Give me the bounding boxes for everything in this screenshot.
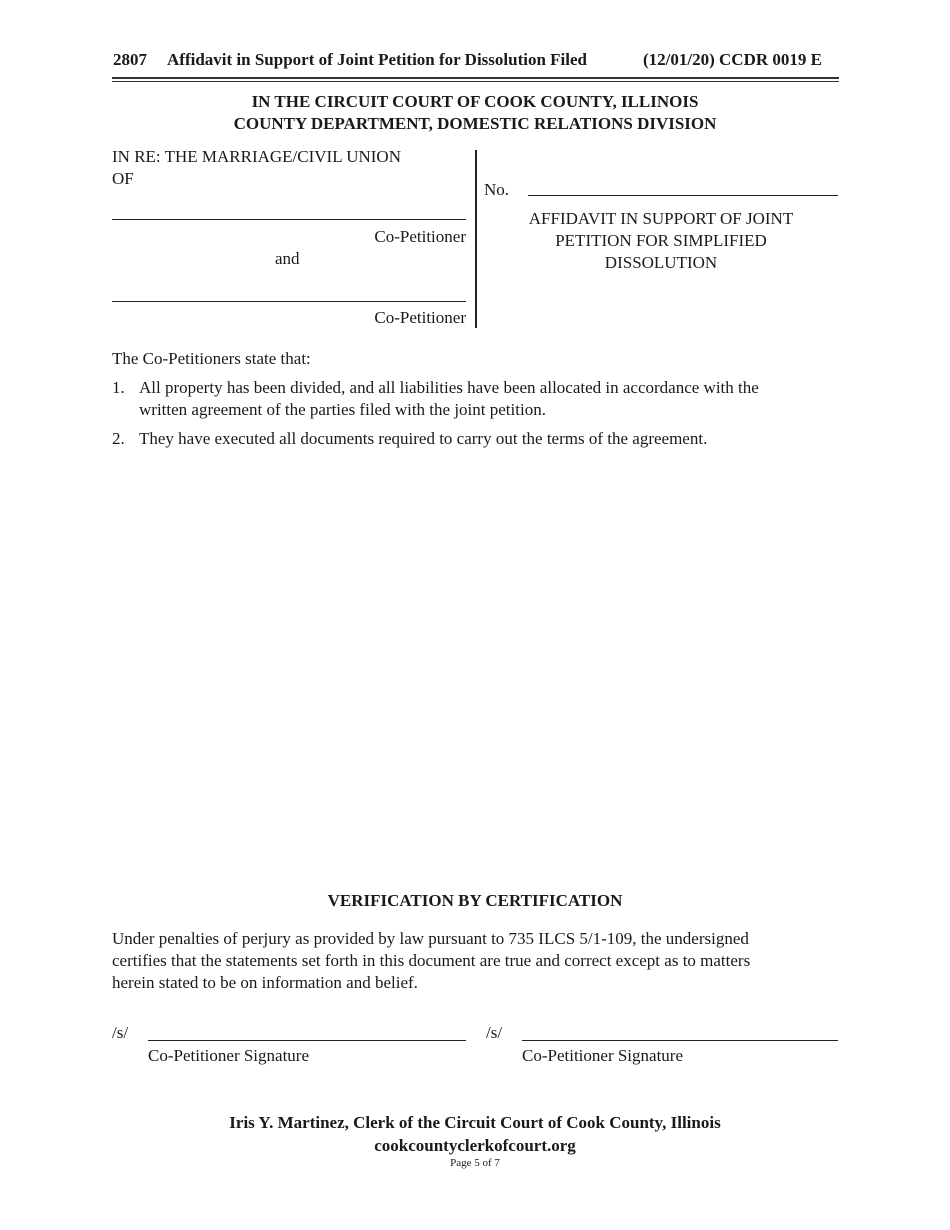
signature-2-line[interactable]	[522, 1040, 838, 1041]
verification-line-1: Under penalties of perjury as provided by law pursuant to 735 ILCS 5/1-109, the undersigned	[112, 929, 749, 948]
court-division: COUNTY DEPARTMENT, DOMESTIC RELATIONS DIVISION	[233, 114, 717, 133]
signature-1-line[interactable]	[148, 1040, 466, 1041]
form-number: 2807	[113, 50, 147, 69]
verification-heading: VERIFICATION BY CERTIFICATION	[327, 891, 623, 910]
footer-clerk: Iris Y. Martinez, Clerk of the Circuit Court of Cook County, Illinois	[229, 1113, 721, 1132]
item-2-number: 2.	[112, 429, 125, 448]
statements-intro: The Co-Petitioners state that:	[112, 349, 311, 368]
item-1-number: 1.	[112, 378, 125, 397]
signature-1-prefix: /s/	[112, 1023, 129, 1042]
form-title: Affidavit in Support of Joint Petition for Dissolution Filed	[167, 50, 587, 69]
page-number: Page 5 of 7	[450, 1157, 500, 1169]
verification-line-3: herein stated to be on information and belief.	[112, 973, 418, 992]
item-1-line-2: written agreement of the parties filed with the joint petition.	[139, 400, 546, 419]
signature-2-prefix: /s/	[486, 1023, 503, 1042]
document-title-line-3: DISSOLUTION	[604, 253, 718, 272]
item-1-line-1: All property has been divided, and all liabilities have been allocated in accordance with the	[139, 378, 759, 397]
signature-2-label: Co-Petitioner Signature	[522, 1046, 684, 1065]
document-title-line-2: PETITION FOR SIMPLIFIED	[555, 231, 767, 250]
co-petitioner-2-name-line[interactable]	[112, 301, 466, 302]
header-rule-top	[112, 77, 839, 79]
co-petitioner-1-name-line[interactable]	[112, 219, 466, 220]
signature-1-label: Co-Petitioner Signature	[148, 1046, 310, 1065]
caption-divider	[475, 150, 477, 328]
verification-line-2: certifies that the statements set forth in this document are true and correct except as to matters	[112, 951, 751, 970]
co-petitioner-2-label: Co-Petitioner	[374, 308, 466, 327]
footer-website[interactable]: cookcountyclerkofcourt.org	[374, 1136, 576, 1155]
co-petitioner-1-label: Co-Petitioner	[374, 227, 466, 246]
header-rule-bottom	[112, 81, 839, 82]
case-number-line[interactable]	[528, 195, 838, 196]
document-title-line-1: AFFIDAVIT IN SUPPORT OF JOINT	[528, 209, 794, 228]
of-label: OF	[112, 169, 134, 188]
item-2-text: They have executed all documents required to carry out the terms of the agreement.	[139, 429, 708, 448]
in-re-label: IN RE: THE MARRIAGE/CIVIL UNION	[112, 147, 401, 166]
form-code: (12/01/20) CCDR 0019 E	[643, 50, 822, 69]
and-text: and	[275, 249, 300, 268]
case-number-label: No.	[484, 180, 510, 199]
court-name: IN THE CIRCUIT COURT OF COOK COUNTY, ILLINOIS	[251, 92, 699, 111]
